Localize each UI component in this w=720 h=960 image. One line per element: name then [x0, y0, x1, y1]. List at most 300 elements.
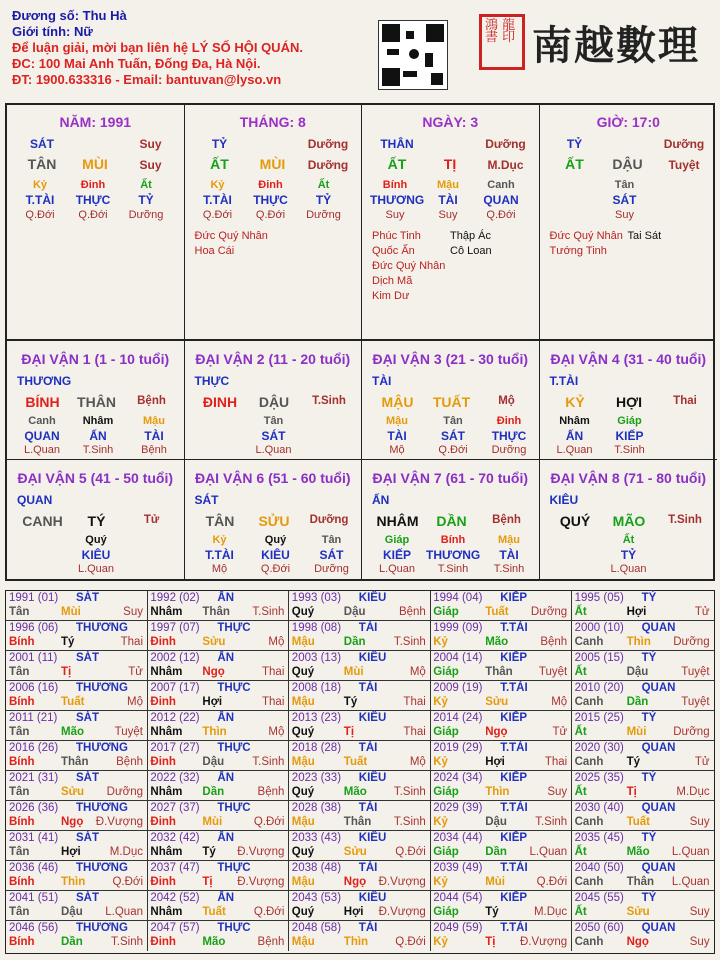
- star-left: Quốc Ấn: [372, 245, 415, 257]
- year-can: Quý: [291, 726, 315, 738]
- hidden-stage: L.Quan: [77, 563, 115, 575]
- year-stage: Đ.Vượng: [378, 906, 426, 918]
- year-sign: THỰC: [217, 742, 251, 754]
- year-can: Bính: [9, 876, 35, 888]
- year-cell: [6, 621, 148, 651]
- year-stage: Suy: [123, 606, 143, 618]
- hidden-can: Kỷ: [212, 534, 227, 546]
- year-label: 2038 (48): [291, 862, 342, 874]
- gender: Giới tính: Nữ: [12, 24, 93, 39]
- year-label: 2016 (26): [9, 742, 59, 754]
- hidden-can: Mậu: [386, 415, 408, 427]
- hidden-stage: L.Quan: [23, 444, 61, 456]
- dai-van-stage: T.Sinh: [668, 514, 702, 526]
- year-stage: L.Quan: [671, 876, 710, 888]
- year-chi: Tuất: [202, 906, 226, 918]
- year-stage: Thai: [262, 666, 285, 678]
- hidden-stage: Dưỡng: [314, 563, 349, 575]
- year-sign: KIÊU: [358, 592, 387, 604]
- year-can: Kỷ: [433, 696, 448, 708]
- year-sign: KIẾP: [500, 832, 528, 844]
- year-cell: [147, 741, 289, 771]
- year-stage: Tuyệt: [681, 696, 710, 708]
- year-label: 2024 (34): [433, 772, 483, 784]
- hidden-sign: TÀI: [438, 193, 458, 207]
- year-chi: Tý: [626, 756, 641, 768]
- year-sign: ẤN: [217, 712, 235, 724]
- year-sign: TỶ: [641, 652, 657, 664]
- phone-email-line: ĐT: 1900.633316 - Email: bantuvan@lyso.vn: [12, 72, 282, 87]
- year-cell: [572, 681, 714, 711]
- year-cell: [572, 651, 714, 681]
- dai-van-chi: TÝ: [87, 513, 106, 529]
- year-sign: TỶ: [641, 832, 657, 844]
- year-cell: [289, 741, 431, 771]
- year-chi: Hợi: [343, 906, 364, 918]
- year-sign: QUAN: [641, 622, 676, 634]
- year-stage: Mộ: [268, 726, 285, 738]
- year-cell: [289, 771, 431, 801]
- year-cell: [6, 741, 148, 771]
- hidden-stage: T.Sinh: [614, 444, 645, 456]
- pillar-sign: TỶ: [566, 137, 583, 151]
- year-stage: Bệnh: [116, 756, 143, 768]
- pillar-stage-top: Dưỡng: [663, 137, 705, 151]
- year-chi: Tị: [61, 666, 72, 678]
- year-cell: [289, 801, 431, 831]
- year-sign: ẤN: [217, 772, 235, 784]
- year-cell: [6, 591, 148, 621]
- year-sign: THỰC: [217, 802, 251, 814]
- year-stage: Tử: [694, 756, 710, 768]
- year-cell: [430, 591, 572, 621]
- year-sign: T.TÀI: [500, 622, 528, 634]
- year-stage: Q.Đới: [395, 846, 426, 858]
- pillar-can: ẤT: [210, 156, 229, 172]
- year-label: 2018 (28): [291, 742, 342, 754]
- year-cell: [572, 801, 714, 831]
- year-chi: Tý: [343, 696, 358, 708]
- year-stage: Dưỡng: [530, 606, 568, 618]
- year-can: Quý: [291, 906, 315, 918]
- year-sign: SÁT: [76, 652, 99, 664]
- year-cell: [6, 771, 148, 801]
- year-cell: [572, 891, 714, 921]
- dai-van-can: CANH: [22, 513, 63, 529]
- pillar-column: [540, 105, 718, 339]
- year-label: 2048 (58): [291, 922, 342, 934]
- hidden-stage: Mộ: [389, 444, 405, 456]
- dai-van-chi: DẬU: [258, 394, 290, 410]
- dai-van-cell: [7, 460, 185, 579]
- pillar-can: TÂN: [27, 156, 57, 172]
- year-label: 2037 (47): [150, 862, 200, 874]
- year-stage: Thai: [544, 756, 568, 768]
- year-stage: T.Sinh: [393, 636, 426, 648]
- annual-luck-table: [5, 590, 715, 954]
- hidden-can: Mậu: [498, 534, 520, 546]
- year-sign: ẤN: [217, 832, 235, 844]
- year-sign: THƯƠNG: [76, 622, 128, 634]
- year-can: Quý: [291, 606, 315, 618]
- dai-van-stage: Bệnh: [492, 514, 521, 526]
- year-stage: Thai: [403, 726, 426, 738]
- year-stage: Bệnh: [257, 936, 285, 948]
- year-label: 2002 (12): [150, 652, 200, 664]
- year-chi: Thân: [626, 876, 655, 888]
- dai-van-title: ĐẠI VẬN 3 (21 - 30 tuổi): [372, 351, 529, 367]
- year-chi: Mão: [626, 846, 650, 858]
- year-label: 2036 (46): [9, 862, 59, 874]
- year-chi: Dậu: [485, 816, 507, 828]
- year-label: 2035 (45): [574, 832, 624, 844]
- year-sign: T.TÀI: [500, 742, 528, 754]
- year-sign: THỰC: [217, 862, 251, 874]
- dai-van-sign: SÁT: [194, 493, 219, 507]
- year-chi: Ngọ: [485, 726, 508, 738]
- star-left: Đức Quý Nhân: [372, 260, 446, 272]
- hidden-sign: KIÊU: [81, 548, 111, 562]
- dai-van-title: ĐẠI VẬN 2 (11 - 20 tuổi): [195, 351, 351, 367]
- year-can: Đinh: [150, 696, 176, 708]
- dai-van-can: TÂN: [205, 513, 235, 529]
- hidden-can: Đinh: [496, 415, 522, 427]
- year-sign: THƯƠNG: [76, 862, 128, 874]
- year-cell: [572, 591, 714, 621]
- year-chi: Hợi: [202, 696, 223, 708]
- hidden-stage: Mộ: [211, 563, 228, 575]
- pillar-chi: TỊ: [443, 156, 457, 172]
- hidden-stage: Q.Đới: [25, 209, 55, 221]
- year-can: Kỷ: [433, 876, 448, 888]
- hidden-stage: L.Quan: [556, 444, 593, 456]
- year-sign: TÀI: [358, 862, 378, 874]
- year-label: 1995 (05): [574, 592, 624, 604]
- year-chi: Tị: [343, 726, 355, 738]
- year-cell: [6, 801, 148, 831]
- year-chi: Mùi: [202, 816, 223, 828]
- year-label: 2019 (29): [433, 742, 483, 754]
- year-sign: TÀI: [358, 622, 378, 634]
- year-stage: Mộ: [409, 756, 426, 768]
- year-label: 2000 (10): [574, 622, 624, 634]
- year-can: Đinh: [150, 636, 176, 648]
- year-cell: [572, 921, 714, 951]
- year-sign: KIÊU: [358, 772, 387, 784]
- pillar-chi: MÙI: [82, 156, 108, 172]
- star-left: Hoa Cái: [194, 245, 235, 257]
- year-can: Ất: [574, 906, 587, 918]
- year-chi: Dần: [61, 936, 83, 948]
- year-can: Nhâm: [150, 726, 183, 738]
- hidden-can: Tân: [263, 415, 284, 427]
- year-cell: [430, 621, 572, 651]
- year-label: 2027 (37): [150, 802, 200, 814]
- year-can: Bính: [9, 816, 35, 828]
- hidden-stage: Q.Đới: [438, 444, 468, 456]
- year-cell: [572, 711, 714, 741]
- hidden-can: Bính: [382, 179, 408, 191]
- dai-van-title: ĐẠI VẬN 5 (41 - 50 tuổi): [17, 470, 174, 486]
- year-sign: KIÊU: [358, 652, 387, 664]
- year-label: 2021 (31): [9, 772, 59, 784]
- year-cell: [147, 831, 289, 861]
- year-stage: Tuyệt: [681, 666, 710, 678]
- year-stage: T.Sinh: [535, 816, 568, 828]
- hidden-can: Giáp: [384, 534, 410, 546]
- year-stage: Đ.Vượng: [237, 876, 285, 888]
- year-sign: KIẾP: [500, 892, 528, 904]
- hidden-stage: Q.Đới: [255, 209, 286, 221]
- year-label: 1998 (08): [291, 622, 342, 634]
- hidden-can: Giáp: [617, 415, 642, 427]
- hidden-stage: T.Sinh: [437, 563, 469, 575]
- year-stage: M.Dục: [676, 786, 710, 798]
- dai-van-chi: TUẤT: [432, 394, 471, 410]
- hidden-sign: TỶ: [620, 548, 637, 562]
- year-can: Tân: [9, 846, 30, 858]
- year-cell: [147, 711, 289, 741]
- year-chi: Sửu: [626, 906, 650, 918]
- year-can: Bính: [9, 696, 35, 708]
- year-chi: Dần: [626, 696, 649, 708]
- year-stage: Tử: [552, 726, 568, 738]
- hidden-sign: SÁT: [612, 193, 637, 207]
- pillar-can: ẤT: [387, 156, 407, 172]
- year-cell: [430, 921, 572, 951]
- dai-van-sign: THỰC: [194, 374, 230, 388]
- year-chi: Thìn: [343, 936, 369, 948]
- year-label: 2029 (39): [433, 802, 483, 814]
- year-sign: THƯƠNG: [76, 802, 128, 814]
- year-can: Ất: [574, 846, 587, 858]
- dai-van-cell: [185, 460, 363, 579]
- year-can: Canh: [574, 936, 604, 948]
- pillar-column: [185, 105, 363, 339]
- year-chi: Sửu: [343, 846, 367, 858]
- year-sign: KIÊU: [358, 892, 387, 904]
- year-stage: Đ.Vượng: [519, 936, 568, 948]
- hidden-stage: Q.Đới: [202, 209, 233, 221]
- year-can: Mậu: [291, 816, 315, 828]
- year-chi: Thân: [202, 606, 230, 618]
- dai-van-can: MẬU: [381, 394, 414, 410]
- year-can: Bính: [9, 756, 35, 768]
- year-sign: SÁT: [76, 892, 99, 904]
- year-cell: [147, 891, 289, 921]
- year-cell: [572, 621, 714, 651]
- year-cell: [430, 891, 572, 921]
- hidden-can: Nhâm: [559, 415, 590, 427]
- year-can: Mậu: [291, 936, 315, 948]
- year-stage: L.Quan: [105, 906, 143, 918]
- year-sign: QUAN: [641, 682, 676, 694]
- hidden-can: Đinh: [258, 179, 283, 191]
- year-label: 2045 (55): [574, 892, 624, 904]
- hidden-stage: Q.Đới: [486, 209, 516, 221]
- dai-van-chi: DẦN: [436, 513, 467, 529]
- hidden-can: Kỷ: [32, 179, 48, 191]
- pillar-column: [7, 105, 185, 339]
- pillar-stage: Suy: [139, 158, 162, 172]
- seal-logo: 鴻 龍 書 印: [479, 14, 525, 70]
- hidden-can: Mậu: [437, 179, 459, 191]
- dai-van-panel: [5, 341, 715, 581]
- year-cell: [430, 711, 572, 741]
- dai-van-chi: HỢI: [616, 394, 642, 410]
- year-sign: TỶ: [641, 712, 657, 724]
- year-label: 1997 (07): [150, 622, 200, 634]
- hidden-stage: L.Quan: [610, 563, 647, 575]
- year-label: 2004 (14): [433, 652, 483, 664]
- pillar-title: GIỜ: 17:0: [596, 114, 660, 130]
- year-can: Đinh: [150, 876, 176, 888]
- year-label: 2022 (32): [150, 772, 200, 784]
- pillar-can: ẤT: [565, 156, 584, 172]
- dai-van-chi: SỬU: [258, 513, 290, 529]
- dai-van-can: NHÂM: [376, 513, 419, 529]
- hidden-can: Tân: [443, 415, 463, 427]
- dai-van-title: ĐẠI VẬN 8 (71 - 80 tuổi): [550, 470, 707, 486]
- pillar-stage: Dưỡng: [307, 158, 349, 172]
- year-stage: Suy: [689, 816, 710, 828]
- hidden-sign: SÁT: [441, 429, 465, 443]
- hidden-sign: KIÊU: [261, 548, 290, 562]
- star-right: Tai Sát: [627, 230, 662, 242]
- year-cell: [147, 861, 289, 891]
- hidden-stage: Suy: [615, 209, 634, 221]
- year-label: 2009 (19): [433, 682, 483, 694]
- hidden-can: Mậu: [143, 415, 165, 427]
- hidden-stage: T.Sinh: [82, 444, 114, 456]
- year-sign: TÀI: [358, 682, 378, 694]
- hidden-can: Canh: [487, 179, 515, 191]
- year-cell: [289, 681, 431, 711]
- year-chi: Mùi: [343, 666, 364, 678]
- pillar-title: NĂM: 1991: [59, 114, 132, 130]
- year-stage: Bệnh: [257, 786, 285, 798]
- year-chi: Mùi: [626, 726, 647, 738]
- hidden-can: Kỷ: [210, 179, 225, 191]
- year-sign: QUAN: [641, 922, 676, 934]
- hidden-stage: Q.Đới: [260, 563, 291, 575]
- dai-van-sign: ẤN: [372, 493, 390, 507]
- year-chi: Thìn: [61, 876, 86, 888]
- year-sign: QUAN: [641, 802, 676, 814]
- year-stage: T.Sinh: [393, 786, 426, 798]
- year-cell: [147, 591, 289, 621]
- qr-code-icon: [378, 20, 448, 90]
- year-can: Tân: [9, 906, 30, 918]
- year-chi: Ngọ: [343, 876, 367, 888]
- hidden-sign: TÀI: [499, 548, 519, 562]
- hidden-stage: L.Quan: [378, 563, 416, 575]
- year-label: 2028 (38): [291, 802, 342, 814]
- year-chi: Ngọ: [626, 936, 649, 948]
- year-stage: Mộ: [127, 696, 143, 708]
- year-label: 1994 (04): [433, 592, 483, 604]
- star-left: Đức Quý Nhân: [194, 230, 268, 242]
- hidden-sign: QUAN: [483, 193, 519, 207]
- year-stage: Suy: [689, 936, 710, 948]
- dai-van-stage: Mộ: [498, 395, 515, 407]
- year-sign: T.TÀI: [500, 802, 528, 814]
- dai-van-cell: [540, 460, 718, 579]
- year-can: Giáp: [433, 846, 459, 858]
- year-cell: [289, 891, 431, 921]
- year-stage: Q.Đới: [112, 876, 143, 888]
- pillar-column: [362, 105, 540, 339]
- dai-van-can: ĐINH: [202, 394, 238, 410]
- year-cell: [289, 591, 431, 621]
- year-can: Quý: [291, 666, 315, 678]
- year-chi: Dậu: [61, 906, 83, 918]
- hidden-can: Ất: [140, 179, 152, 191]
- year-chi: Tuất: [61, 696, 85, 708]
- year-stage: T.Sinh: [252, 756, 285, 768]
- year-chi: Mão: [485, 636, 509, 648]
- year-chi: Tuất: [626, 816, 651, 828]
- year-label: 2047 (57): [150, 922, 200, 934]
- year-cell: [430, 801, 572, 831]
- dai-van-sign: QUAN: [17, 493, 53, 507]
- year-label: 2023 (33): [291, 772, 342, 784]
- year-stage: T.Sinh: [393, 816, 426, 828]
- year-stage: M.Dục: [533, 906, 568, 918]
- hidden-stage: L.Quan: [255, 444, 292, 456]
- hidden-can: Canh: [28, 415, 56, 427]
- hidden-sign: KIẾP: [615, 429, 644, 443]
- year-chi: Thân: [343, 816, 372, 828]
- star-left: Đức Quý Nhân: [549, 230, 623, 242]
- year-stage: T.Sinh: [111, 936, 143, 948]
- year-can: Canh: [574, 636, 604, 648]
- year-label: 1996 (06): [9, 622, 59, 634]
- pillar-stage-top: Suy: [139, 137, 162, 151]
- year-chi: Dần: [343, 636, 366, 648]
- year-chi: Tị: [485, 936, 496, 948]
- year-chi: Thìn: [485, 786, 510, 798]
- year-can: Đinh: [150, 756, 176, 768]
- hidden-can: Đinh: [80, 179, 106, 191]
- year-label: 2039 (49): [433, 862, 483, 874]
- dai-van-cell: [540, 341, 718, 460]
- year-cell: [6, 831, 148, 861]
- year-stage: T.Sinh: [252, 606, 285, 618]
- year-can: Canh: [574, 696, 604, 708]
- year-stage: L.Quan: [529, 846, 568, 858]
- year-can: Nhâm: [150, 606, 183, 618]
- year-label: 2050 (60): [574, 922, 624, 934]
- dai-van-cell: [7, 341, 185, 460]
- year-stage: Suy: [689, 906, 710, 918]
- year-label: 2005 (15): [574, 652, 624, 664]
- star-left: Kim Dư: [372, 290, 410, 302]
- year-label: 2026 (36): [9, 802, 59, 814]
- year-cell: [147, 801, 289, 831]
- year-stage: Q.Đới: [536, 876, 568, 888]
- year-cell: [289, 711, 431, 741]
- hidden-can: Bính: [440, 534, 466, 546]
- year-stage: Suy: [547, 786, 568, 798]
- hidden-sign: TỶ: [138, 193, 154, 207]
- year-can: Kỷ: [433, 936, 448, 948]
- year-sign: TÀI: [358, 742, 378, 754]
- hidden-sign: KIẾP: [382, 548, 411, 562]
- year-stage: Q.Đới: [395, 936, 426, 948]
- year-sign: THỰC: [217, 622, 251, 634]
- four-pillars-panel: [5, 103, 715, 341]
